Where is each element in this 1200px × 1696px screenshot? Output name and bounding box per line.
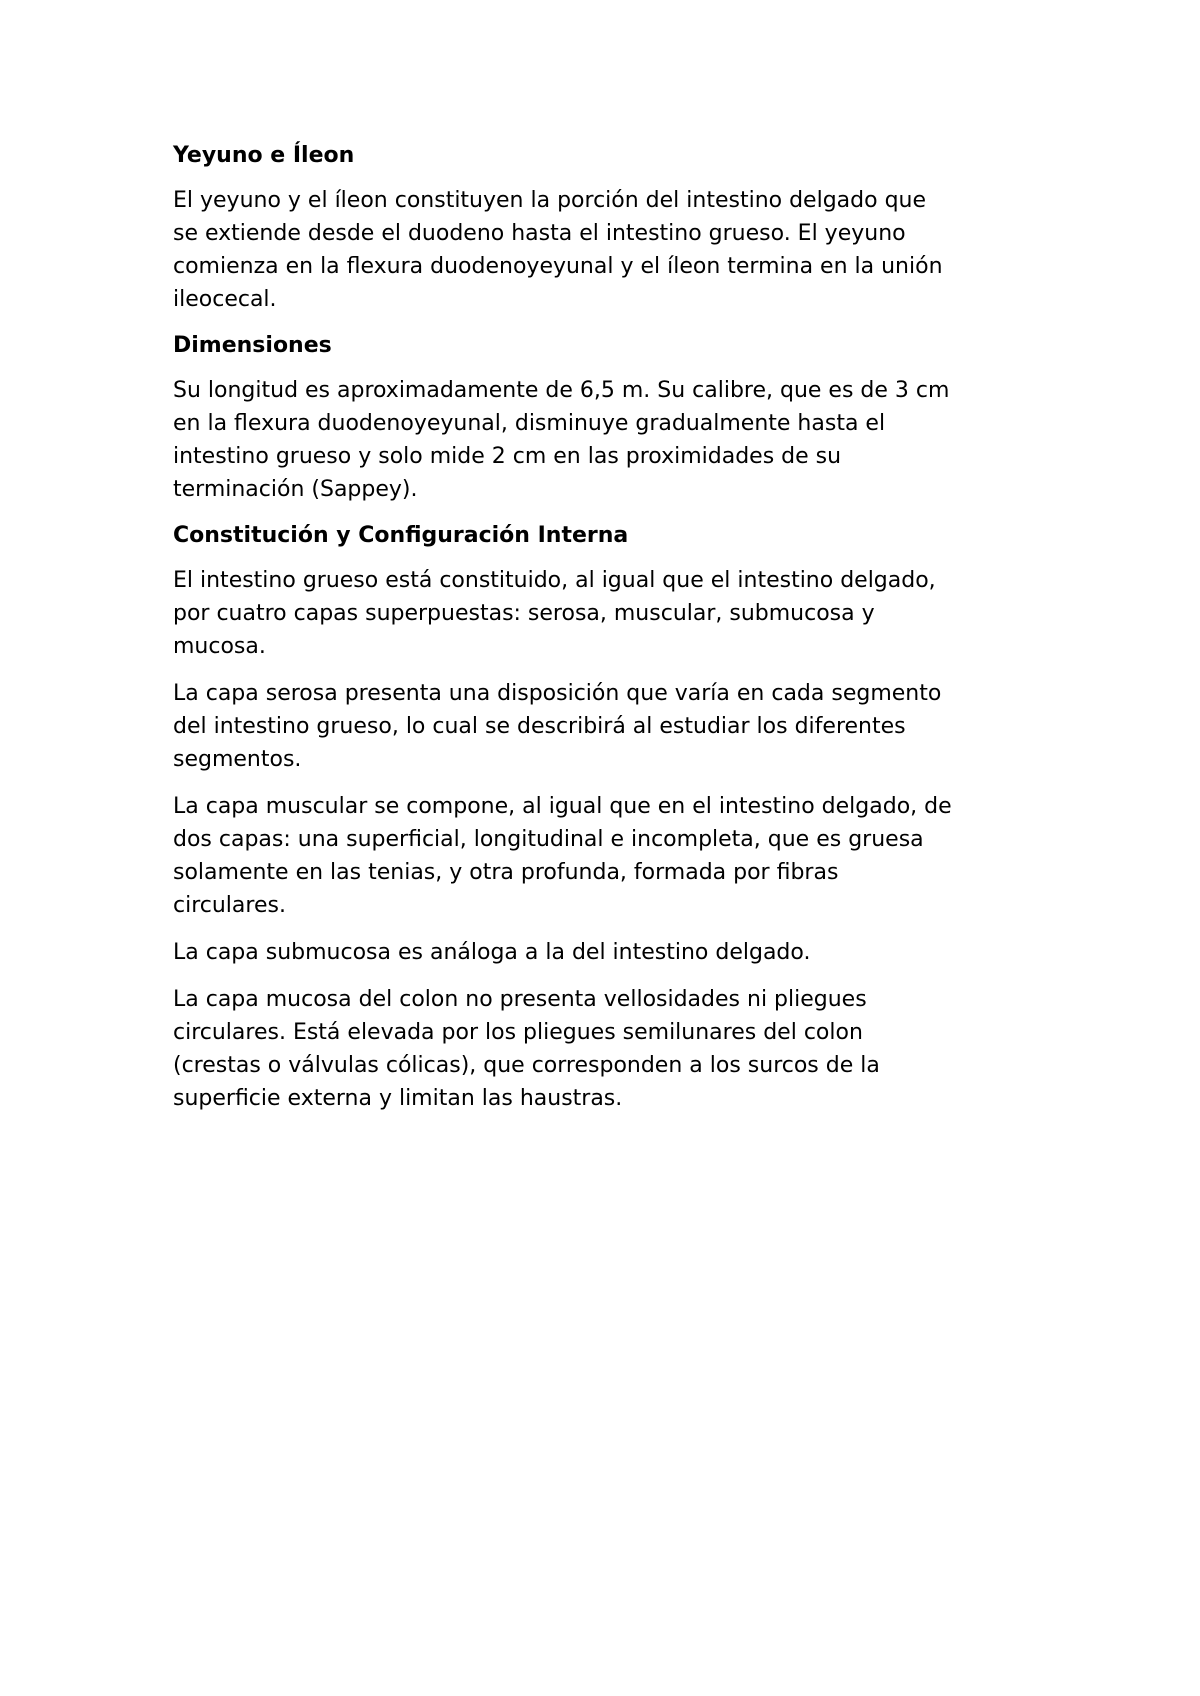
text-line: se extiende desde el duodeno hasta el intestino grueso. El yeyuno xyxy=(173,221,906,246)
text-line: El yeyuno y el íleon constituyen la porción del intestino delgado que xyxy=(173,188,927,213)
text-line: circulares. xyxy=(173,893,286,918)
text-line: superficie externa y limitan las haustras. xyxy=(173,1086,623,1111)
text-line: segmentos. xyxy=(173,747,302,772)
paragraph xyxy=(173,936,1073,969)
text-line: solamente en las tenias, y otra profunda, formada por fibras xyxy=(173,860,839,885)
text-line: El intestino grueso está constituido, al igual que el intestino delgado, xyxy=(173,568,936,593)
section-heading-dimensiones: Dimensiones xyxy=(173,333,332,358)
text-line: por cuatro capas superpuestas: serosa, muscular, submucosa y xyxy=(173,601,875,626)
paragraph xyxy=(173,790,1073,922)
paragraph xyxy=(173,564,1073,663)
paragraph xyxy=(173,983,1073,1115)
text-line: La capa serosa presenta una disposición que varía en cada segmento xyxy=(173,681,942,706)
text-line: comienza en la flexura duodenoyeyunal y el íleon termina en la unión xyxy=(173,254,943,279)
text-line: terminación (Sappey). xyxy=(173,477,418,502)
text-line: La capa mucosa del colon no presenta vellosidades ni pliegues xyxy=(173,987,867,1012)
text-line: ileocecal. xyxy=(173,287,277,312)
text-line: dos capas: una superficial, longitudinal e incompleta, que es gruesa xyxy=(173,827,924,852)
section-heading-constitucion: Constitución y Configuración Interna xyxy=(173,523,629,548)
text-line: (crestas o válvulas cólicas), que corresponden a los surcos de la xyxy=(173,1053,880,1078)
text-line: La capa muscular se compone, al igual que en el intestino delgado, de xyxy=(173,794,952,819)
section-heading-yeyuno-ileon: Yeyuno e Íleon xyxy=(173,143,355,168)
text-line: intestino grueso y solo mide 2 cm en las proximidades de su xyxy=(173,444,842,469)
paragraph xyxy=(173,677,1073,776)
document-page xyxy=(173,140,1073,1129)
paragraph xyxy=(173,184,1073,316)
text-line: La capa submucosa es análoga a la del intestino delgado. xyxy=(173,940,811,965)
text-line: en la flexura duodenoyeyunal, disminuye gradualmente hasta el xyxy=(173,411,886,436)
text-line: del intestino grueso, lo cual se describirá al estudiar los diferentes xyxy=(173,714,906,739)
text-line: circulares. Está elevada por los pliegues semilunares del colon xyxy=(173,1020,863,1045)
text-line: Su longitud es aproximadamente de 6,5 m. Su calibre, que es de 3 cm xyxy=(173,378,950,403)
text-line: mucosa. xyxy=(173,634,266,659)
paragraph xyxy=(173,374,1073,506)
